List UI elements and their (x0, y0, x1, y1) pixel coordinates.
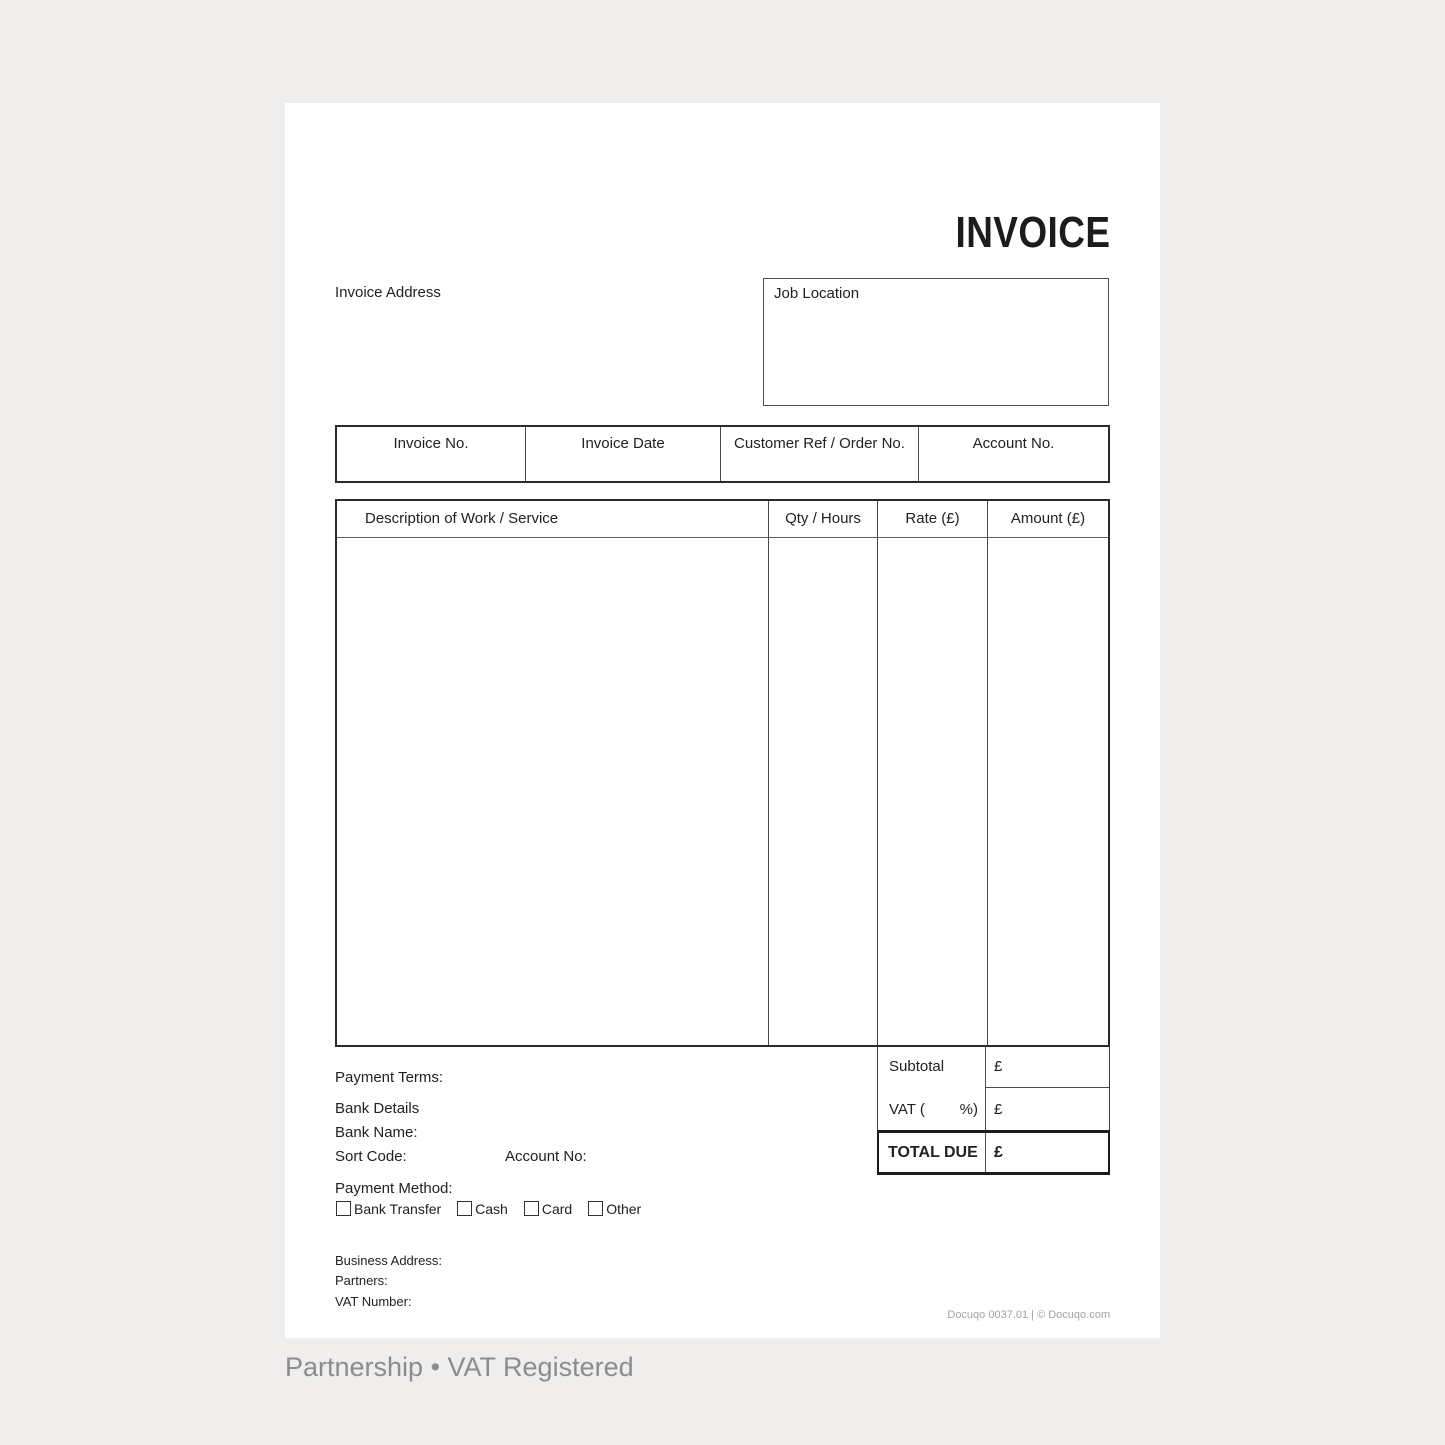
vat-number-label: VAT Number: (335, 1294, 412, 1309)
invoice-page (285, 103, 1160, 1338)
total-due-label: TOTAL DUE (888, 1143, 978, 1161)
info-header-invoice-date: Invoice Date (525, 427, 720, 481)
business-address-label: Business Address: (335, 1253, 442, 1268)
partners-label: Partners: (335, 1273, 388, 1288)
items-header-amount: Amount (£) (987, 501, 1108, 538)
other-label: Other (606, 1201, 642, 1217)
vat-amount-cell: £ (985, 1088, 1109, 1130)
totals-table (877, 1047, 1110, 1130)
info-header-invoice-no: Invoice No. (393, 435, 469, 452)
payment-method-label: Payment Method: (335, 1180, 453, 1197)
card-label: Card (541, 1201, 573, 1217)
bank-name-label: Bank Name: (335, 1124, 418, 1141)
other-checkbox[interactable] (588, 1201, 603, 1216)
bank-transfer-label: Bank Transfer (354, 1201, 442, 1217)
job-location-box (763, 278, 1109, 406)
items-body-rate-column (877, 538, 987, 1045)
total-due-row (877, 1130, 1110, 1175)
cash-label: Cash (475, 1201, 508, 1217)
docuqo-credit: Docuqo 0037.01 | © Docuqo.com (947, 1309, 1110, 1321)
vat-label-open: VAT ( (889, 1100, 925, 1118)
bank-transfer-checkbox[interactable] (336, 1201, 351, 1216)
items-body-description-column (337, 538, 768, 1045)
invoice-info-table (335, 425, 1110, 483)
info-header-customer-ref: Customer Ref / Order No. (720, 427, 918, 481)
items-body-qty-column (768, 538, 877, 1045)
vat-label (878, 1088, 985, 1130)
items-body-amount-column (987, 538, 1108, 1045)
payment-option-bank-transfer (336, 1201, 441, 1216)
payment-option-card (524, 1201, 572, 1216)
page-title: INVOICE (955, 208, 1110, 257)
items-header-description: Description of Work / Service (337, 501, 768, 538)
sort-code-label: Sort Code: (335, 1148, 407, 1165)
subtotal-amount-cell: £ (985, 1047, 1109, 1088)
items-header-qty: Qty / Hours (768, 501, 877, 538)
payment-option-cash (457, 1201, 508, 1216)
subtotal-label: Subtotal (889, 1058, 945, 1075)
info-header-account-no: Account No. (918, 427, 1108, 481)
vat-label-close: %) (959, 1100, 978, 1118)
bank-details-label: Bank Details (335, 1100, 420, 1117)
total-due-amount-cell: £ (985, 1133, 1108, 1172)
invoice-address-label: Invoice Address (335, 284, 441, 301)
payment-terms-label: Payment Terms: (335, 1069, 444, 1086)
items-table (335, 499, 1110, 1047)
job-location-label: Job Location (774, 285, 860, 302)
product-caption: Partnership • VAT Registered (285, 1352, 634, 1382)
items-header-rate: Rate (£) (877, 501, 987, 538)
card-checkbox[interactable] (524, 1201, 539, 1216)
cash-checkbox[interactable] (457, 1201, 472, 1216)
account-no-label: Account No: (505, 1148, 587, 1165)
payment-method-options (336, 1201, 641, 1216)
payment-option-other (588, 1201, 641, 1216)
